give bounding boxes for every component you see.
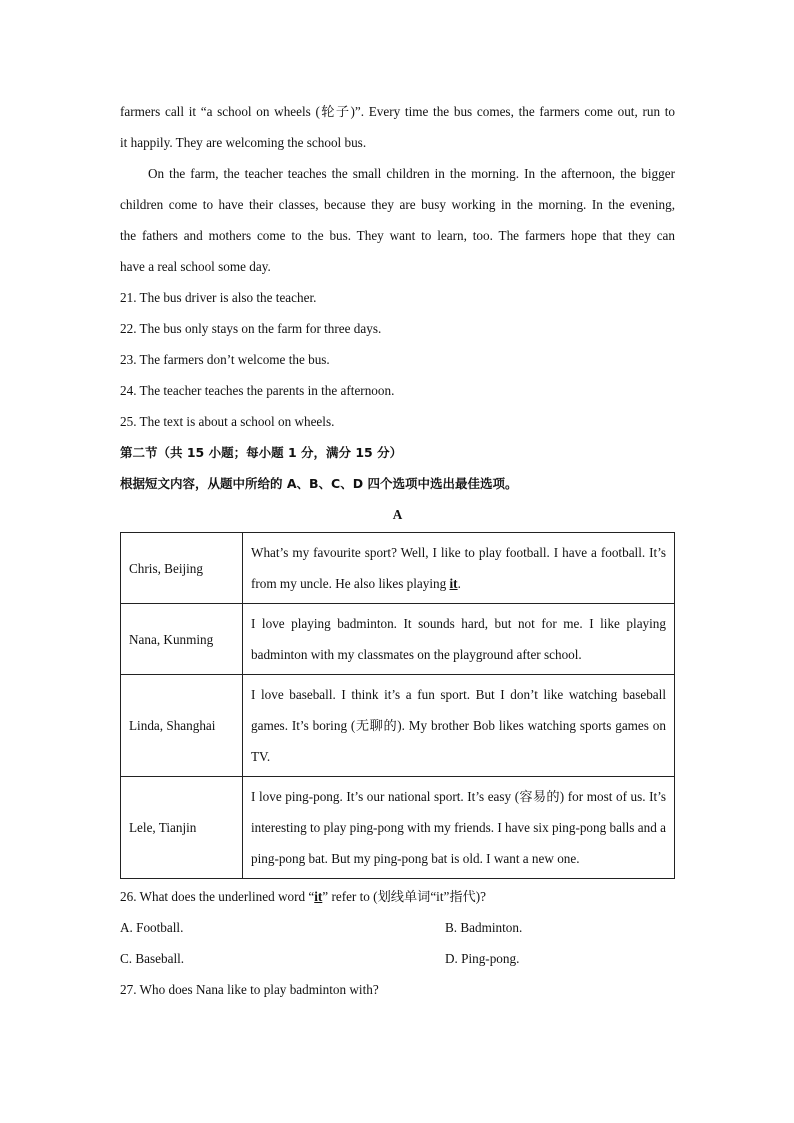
sports-table bbox=[120, 532, 675, 879]
passage-line-1: farmers call it “a school on wheels (轮子)”. Every time the bus comes, the farmers come out, run to bbox=[120, 104, 675, 119]
option-d[interactable]: D. Ping-pong. bbox=[445, 951, 520, 966]
passage-label: A bbox=[392, 507, 403, 522]
table-row bbox=[121, 533, 675, 604]
question-26-stem-before: 26. What does the underlined word “ bbox=[120, 889, 315, 904]
row-text: I love baseball. I think it’s a fun sport. But I don’t like watching baseball games. It’s boring (无聊的). My brother Bob likes watching sports games on TV. bbox=[243, 675, 675, 777]
statement-24: 24. The teacher teaches the parents in the afternoon. bbox=[120, 383, 395, 398]
question-26-options-row-1 bbox=[120, 912, 675, 943]
row-text: I love ping-pong. It’s our national sport. It’s easy (容易的) for most of us. It’s interesting to play ping-pong with my friends. I have six ping-pong balls and a ping-pong bat. But my ping-pong bat is old. I want a new one. bbox=[243, 777, 675, 879]
row-text bbox=[243, 533, 675, 604]
question-26-stem-after: ” refer to (划线单词“it”指代)? bbox=[322, 889, 486, 904]
option-a[interactable]: A. Football. bbox=[120, 920, 184, 935]
question-26-underlined-word: it bbox=[314, 889, 323, 904]
row-name: Chris, Beijing bbox=[121, 533, 243, 604]
row-name: Lele, Tianjin bbox=[121, 777, 243, 879]
table-row bbox=[121, 675, 675, 777]
row-text-before: What’s my favourite sport? Well, I like to play football. I have a football. It’s from my uncle. He also likes playing bbox=[251, 545, 666, 591]
statement-23: 23. The farmers don’t welcome the bus. bbox=[120, 352, 330, 367]
row-name: Linda, Shanghai bbox=[121, 675, 243, 777]
statement-25: 25. The text is about a school on wheels. bbox=[120, 414, 335, 429]
option-c[interactable]: C. Baseball. bbox=[120, 951, 185, 966]
passage-line-2: it happily. They are welcoming the school bus. bbox=[120, 135, 367, 150]
table-row bbox=[121, 777, 675, 879]
passage-paragraph-2-line-2: children come to have their classes, because they are busy working in the morning. In the evening, bbox=[120, 197, 675, 212]
row-name: Nana, Kunming bbox=[121, 604, 243, 675]
statement-21: 21. The bus driver is also the teacher. bbox=[120, 290, 317, 305]
row-text: I love playing badminton. It sounds hard, but not for me. I like playing badminton with my classmates on the playground after school. bbox=[243, 604, 675, 675]
option-b[interactable]: B. Badminton. bbox=[445, 920, 523, 935]
passage-paragraph-2-line-4: have a real school some day. bbox=[120, 259, 271, 274]
section-heading: 第二节（共 15 小题；每小题 1 分，满分 15 分） bbox=[120, 445, 403, 460]
section-instruction: 根据短文内容，从题中所给的 A、B、C、D 四个选项中选出最佳选项。 bbox=[120, 476, 518, 491]
question-26-options-row-2 bbox=[120, 943, 675, 974]
passage-paragraph-2-line-1: On the farm, the teacher teaches the small children in the morning. In the afternoon, the bigger bbox=[148, 166, 675, 181]
table-row bbox=[121, 604, 675, 675]
document-page bbox=[120, 96, 675, 1005]
underlined-word: it bbox=[449, 576, 458, 591]
row-text-after: . bbox=[457, 576, 461, 591]
statement-22: 22. The bus only stays on the farm for three days. bbox=[120, 321, 382, 336]
question-26-stem bbox=[120, 881, 675, 912]
question-27-stem: 27. Who does Nana like to play badminton with? bbox=[120, 982, 379, 997]
passage-paragraph-2-line-3: the fathers and mothers come to the bus. They want to learn, too. The farmers hope that they can bbox=[120, 228, 675, 243]
